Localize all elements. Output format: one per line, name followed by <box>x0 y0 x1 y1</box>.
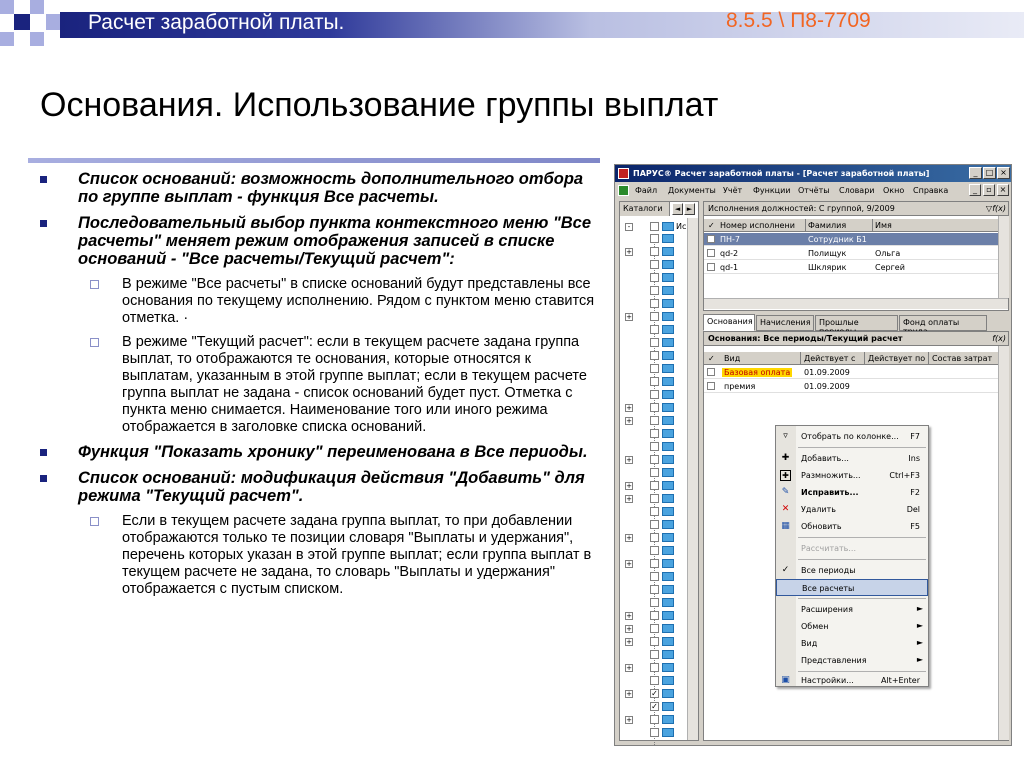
bullet-list <box>40 170 600 605</box>
expand-icon[interactable]: + <box>626 534 632 542</box>
folder-icon <box>662 546 674 555</box>
folder-icon <box>662 338 674 347</box>
tree-checkbox[interactable] <box>650 234 659 243</box>
menu-item-shortcut: F5 <box>910 522 920 531</box>
menu-item-label: Размножить... <box>801 471 861 480</box>
tree-checkbox[interactable] <box>650 260 659 269</box>
tree-checkbox[interactable] <box>650 377 659 386</box>
tree-checkbox[interactable] <box>650 325 659 334</box>
sub-bullet-item <box>40 334 600 436</box>
deco-square <box>0 0 14 14</box>
table-row[interactable] <box>704 261 998 274</box>
tree-checkbox[interactable] <box>650 663 659 672</box>
folder-icon <box>662 637 674 646</box>
header-code: 8.5.5 \ П8-7709 <box>726 9 871 32</box>
check-icon[interactable]: ✓ <box>708 354 715 363</box>
tree-checkbox[interactable] <box>650 533 659 542</box>
bullet-item <box>40 443 600 461</box>
folder-icon <box>662 416 674 425</box>
tree-checkbox[interactable] <box>650 520 659 529</box>
tree-checkbox[interactable] <box>650 338 659 347</box>
deco-square <box>0 32 14 46</box>
menu-item-label: Обмен <box>801 622 829 631</box>
tree-checkbox[interactable] <box>650 286 659 295</box>
sub-bullet-item <box>40 276 600 327</box>
menu-item-label: Удалить <box>801 505 836 514</box>
cell-lastname: Сотрудник Б1 <box>808 235 867 244</box>
menu-item-exchange[interactable] <box>776 618 928 635</box>
menu-accounting[interactable]: Учёт <box>723 186 743 195</box>
sub-bullet-text: В режиме "Текущий расчет": если в текущем расчете задана группа выплат, то отображаются те основания, которые относятся к выплатам, указанным в этой группе выплат; если в текущем расчете группа выплат не задана - список оснований будет пуст. Отметка с пункта меню снимается. Наименование того или иного режима отображается в заголовке списка оснований. <box>122 334 587 435</box>
window-title: ПАРУС® Расчет заработной платы - [Расчет заработной платы] <box>633 169 930 178</box>
fx-icon[interactable]: f(x) <box>992 334 1006 343</box>
expand-icon[interactable]: + <box>626 664 632 672</box>
submenu-arrow-icon: ► <box>916 621 923 630</box>
folder-icon <box>662 676 674 685</box>
folder-icon <box>662 247 674 256</box>
folder-icon <box>662 715 674 724</box>
bullet-item <box>40 469 600 505</box>
detail-tabs <box>703 315 1009 331</box>
bases-title: Основания: Все периоды/Текущий расчет <box>708 334 903 343</box>
tab-accruals[interactable]: Начисления <box>756 315 814 331</box>
menu-item-filter-by-column[interactable] <box>776 428 928 445</box>
executions-header <box>704 202 1008 216</box>
bullet-marker <box>40 449 47 456</box>
folder-icon <box>662 702 674 711</box>
expand-icon[interactable]: + <box>626 612 632 620</box>
expand-icon[interactable]: + <box>626 716 632 724</box>
column-divider <box>805 219 806 232</box>
menu-dictionaries[interactable]: Словари <box>839 186 875 195</box>
executions-grid-header <box>704 219 998 232</box>
column-firstname[interactable]: Имя <box>875 221 892 230</box>
cell-firstname: Ольга <box>875 249 901 258</box>
folder-icon <box>662 598 674 607</box>
expand-icon[interactable]: + <box>626 404 632 412</box>
menu-item-label: Расширения <box>801 605 853 614</box>
tab-past-periods[interactable]: Прошлые <box>815 315 898 331</box>
column-divider <box>872 219 873 232</box>
expand-icon[interactable]: + <box>626 417 632 425</box>
tree-checkbox[interactable] <box>650 715 659 724</box>
tree-checkbox[interactable] <box>650 351 659 360</box>
cell-kind: Базовая оплата <box>724 368 791 377</box>
tree-checkbox[interactable] <box>650 273 659 282</box>
tree-checkbox[interactable] <box>650 364 659 373</box>
catalog-tab[interactable]: Каталоги <box>620 202 670 216</box>
tree-checkbox[interactable] <box>650 572 659 581</box>
menu-separator <box>798 598 926 599</box>
folder-icon <box>662 351 674 360</box>
app-window <box>614 164 1012 746</box>
executions-vscrollbar[interactable] <box>998 216 1009 298</box>
folder-icon <box>662 507 674 516</box>
submenu-arrow-icon: ► <box>916 638 923 647</box>
folder-icon <box>662 299 674 308</box>
tree-checkbox[interactable] <box>650 546 659 555</box>
tree-checkbox[interactable] <box>650 403 659 412</box>
menu-item-shortcut: F2 <box>910 488 920 497</box>
menu-item-shortcut: Alt+Enter <box>880 676 920 685</box>
catalog-panel <box>619 201 699 741</box>
menu-item-shortcut: Ctrl+F3 <box>889 471 920 480</box>
cell-firstname: Сергей <box>875 263 905 272</box>
column-divider <box>928 352 929 365</box>
tree-checkbox[interactable] <box>650 299 659 308</box>
menu-item-all-calculations[interactable] <box>776 579 928 596</box>
bullet-marker <box>40 475 47 482</box>
folder-icon <box>662 689 674 698</box>
menu-item-settings[interactable] <box>776 672 928 689</box>
menu-item-label: Вид <box>801 639 818 648</box>
tree-checkbox[interactable] <box>650 507 659 516</box>
expand-icon[interactable]: + <box>626 456 632 464</box>
row-checkbox[interactable] <box>707 235 715 243</box>
tree-checkbox[interactable] <box>650 559 659 568</box>
folder-icon <box>662 377 674 386</box>
executions-title: Исполнения должностей: С группой, 9/2009 <box>708 204 895 213</box>
bases-header <box>704 332 1008 346</box>
scroll-left-button[interactable]: ◄ <box>672 203 683 215</box>
edit-icon: ✎ <box>781 487 790 497</box>
menu-separator <box>798 537 926 538</box>
close-button[interactable]: × <box>997 167 1010 179</box>
menu-item-duplicate[interactable] <box>776 467 928 484</box>
column-number[interactable]: Номер исполнени <box>720 221 795 230</box>
folder-icon <box>662 481 674 490</box>
tree-checkbox[interactable] <box>650 650 659 659</box>
row-checkbox[interactable] <box>707 368 715 376</box>
menu-item-label: Обновить <box>801 522 842 531</box>
menu-item-view[interactable] <box>776 635 928 652</box>
menu-item-shortcut: Del <box>906 505 920 514</box>
column-lastname[interactable]: Фамилия <box>808 221 847 230</box>
tree-checkbox[interactable] <box>650 455 659 464</box>
folder-icon <box>662 442 674 451</box>
bullet-item <box>40 214 600 268</box>
header-title: Расчет заработной платы. <box>88 11 345 34</box>
bases-vscrollbar[interactable] <box>998 346 1009 740</box>
tree-checkbox[interactable] <box>650 442 659 451</box>
tree-checkbox[interactable] <box>650 598 659 607</box>
sub-bullet-marker <box>90 280 99 289</box>
cell-valid-from: 01.09.2009 <box>804 382 850 391</box>
tree-checkbox[interactable] <box>650 728 659 737</box>
sub-bullet-text: В режиме "Все расчеты" в списке оснований будут представлены все основания по текущему исполнению. Рядом с пунктом меню ставится отметка. · <box>122 276 595 326</box>
folder-icon <box>662 312 674 321</box>
menu-item-all-periods[interactable] <box>776 562 928 579</box>
folder-icon <box>662 286 674 295</box>
bullet-marker <box>40 176 47 183</box>
column-divider <box>800 352 801 365</box>
menu-item-label: Представления <box>801 656 867 665</box>
folder-icon <box>662 429 674 438</box>
folder-icon <box>662 222 674 231</box>
folder-icon <box>662 468 674 477</box>
folder-icon <box>662 572 674 581</box>
bullet-text: Функция "Показать хронику" переименована в Все периоды. <box>78 443 588 461</box>
tree-checkbox[interactable] <box>650 585 659 594</box>
menu-item-label: Все периоды <box>801 566 856 575</box>
delete-icon: ✕ <box>781 504 790 514</box>
menu-documents[interactable]: Документы <box>668 186 716 195</box>
tree-checkbox[interactable]: ✓ <box>651 702 658 711</box>
cell-number: qd-2 <box>720 249 739 258</box>
menu-item-edit[interactable] <box>776 484 928 501</box>
folder-icon <box>662 325 674 334</box>
expand-icon[interactable]: + <box>626 313 632 321</box>
expand-icon[interactable]: + <box>626 690 632 698</box>
menu-separator <box>798 559 926 560</box>
menu-item-label: Настройки... <box>801 676 854 685</box>
refresh-icon: ▦ <box>781 521 790 531</box>
bullet-text: Последовательный выбор пункта контекстного меню "Все расчеты" меняет режим отображения записей в списке оснований - "Все расчеты/Текущий расчет": <box>78 214 592 268</box>
tree-checkbox[interactable] <box>650 624 659 633</box>
menu-window[interactable]: Окно <box>883 186 905 195</box>
tree-checkbox[interactable] <box>650 429 659 438</box>
menu-reports[interactable]: Отчёты <box>798 186 830 195</box>
folder-icon <box>662 611 674 620</box>
menu-item-extensions[interactable] <box>776 601 928 618</box>
bullet-text: Список оснований: возможность дополнительного отбора по группе выплат - функция Все расчеты. <box>78 170 584 206</box>
folder-icon <box>662 585 674 594</box>
menu-item-refresh[interactable] <box>776 518 928 535</box>
menu-item-label: Все расчеты <box>802 584 855 593</box>
tree-checkbox[interactable] <box>650 222 659 231</box>
folder-icon <box>662 403 674 412</box>
menu-item-shortcut: Ins <box>908 454 920 463</box>
menu-item-label: Рассчитать... <box>801 544 857 553</box>
table-row[interactable] <box>704 247 998 260</box>
table-row[interactable] <box>704 233 998 246</box>
filter-icon[interactable]: ▽ <box>985 204 992 213</box>
cell-number: ПН-7 <box>720 235 741 244</box>
tree-root-label: Ис <box>676 222 687 231</box>
column-cost-composition[interactable]: Состав затрат <box>932 354 993 363</box>
bullet-marker <box>40 220 47 227</box>
catalog-scrollbar[interactable] <box>687 218 698 740</box>
folder-icon <box>662 364 674 373</box>
tree-checkbox[interactable] <box>650 247 659 256</box>
folder-icon <box>662 624 674 633</box>
tree-checkbox[interactable] <box>650 481 659 490</box>
context-menu <box>775 425 929 687</box>
tree-checkbox[interactable] <box>650 468 659 477</box>
mdi-restore-button[interactable]: ▫ <box>983 184 995 196</box>
folder-icon <box>662 234 674 243</box>
menubar <box>615 183 1011 199</box>
tree-checkbox[interactable] <box>650 637 659 646</box>
bullet-text: Список оснований: модификация действия "Добавить" для режима "Текущий расчет". <box>78 469 585 505</box>
cell-lastname: Полищук <box>808 249 847 258</box>
expand-icon[interactable]: + <box>626 638 632 646</box>
deco-square <box>30 0 44 14</box>
tree-checkbox[interactable] <box>650 494 659 503</box>
check-icon: ✓ <box>781 565 790 575</box>
expand-icon[interactable]: + <box>626 495 632 503</box>
window-titlebar <box>615 165 1011 182</box>
folder-icon <box>662 650 674 659</box>
add-icon: ✚ <box>781 453 790 463</box>
menu-file[interactable]: Файл <box>635 186 658 195</box>
tree-checkbox[interactable] <box>650 416 659 425</box>
folder-icon <box>662 559 674 568</box>
cell-kind: премия <box>724 382 756 391</box>
fx-icon[interactable]: f(x) <box>992 204 1006 213</box>
row-checkbox[interactable] <box>707 382 715 390</box>
column-valid-to[interactable]: Действует по <box>868 354 926 363</box>
copy-icon: ✚ <box>780 470 791 481</box>
bases-grid-header <box>704 352 998 365</box>
menu-functions[interactable]: Функции <box>753 186 791 195</box>
maximize-button[interactable]: □ <box>983 167 996 179</box>
collapse-icon[interactable]: - <box>625 223 633 231</box>
folder-icon <box>662 494 674 503</box>
mdi-minimize-button[interactable]: _ <box>969 184 981 196</box>
folder-icon <box>662 663 674 672</box>
page-title: Основания. Использование группы выплат <box>40 86 719 124</box>
submenu-arrow-icon: ► <box>916 604 923 613</box>
expand-icon[interactable]: + <box>626 625 632 633</box>
scroll-right-button[interactable]: ► <box>684 203 695 215</box>
sub-bullet-text: Если в текущем расчете задана группа выплат, то при добавлении отображаются только те позиции словаря "Выплаты и удержания", перечень которых указан в этой группе выплат; если группа выплат в текущем расчете не задана, то словарь "Выплаты и удержания" отображается с пустым списком. <box>122 513 592 597</box>
sub-bullet-item <box>40 513 600 598</box>
tree-checkbox[interactable] <box>650 676 659 685</box>
column-valid-from[interactable]: Действует с <box>804 354 856 363</box>
folder-icon <box>662 390 674 399</box>
tab-payroll-fund[interactable]: Фонд оплаты <box>899 315 987 331</box>
menu-help[interactable]: Справка <box>913 186 949 195</box>
mdi-icon <box>618 185 629 196</box>
mdi-close-button[interactable]: × <box>997 184 1009 196</box>
folder-icon <box>662 728 674 737</box>
cell-valid-from: 01.09.2009 <box>804 368 850 377</box>
folder-icon <box>662 533 674 542</box>
executions-pane <box>703 201 1009 311</box>
menu-item-delete[interactable] <box>776 501 928 518</box>
table-row[interactable] <box>704 366 998 379</box>
check-icon[interactable]: ✓ <box>708 221 715 230</box>
sub-bullet-marker <box>90 338 99 347</box>
folder-icon <box>662 455 674 464</box>
deco-square <box>30 32 44 46</box>
menu-item-shortcut: F7 <box>910 432 920 441</box>
folder-icon <box>662 260 674 269</box>
title-rule <box>28 158 600 163</box>
column-kind[interactable]: Вид <box>724 354 741 363</box>
filter-icon: ▿ <box>783 431 788 441</box>
table-row[interactable] <box>704 380 998 393</box>
deco-square <box>14 14 30 30</box>
menu-separator <box>798 447 926 448</box>
executions-hscrollbar[interactable] <box>704 298 1008 309</box>
row-checkbox[interactable] <box>707 263 715 271</box>
settings-icon: ▣ <box>781 675 790 685</box>
deco-square <box>46 14 60 30</box>
folder-icon <box>662 273 674 282</box>
expand-icon[interactable]: + <box>626 560 632 568</box>
submenu-arrow-icon: ► <box>916 655 923 664</box>
bullet-item <box>40 170 600 206</box>
tree-checkbox[interactable]: ✓ <box>651 689 658 698</box>
folder-icon <box>662 520 674 529</box>
menu-item-label: Исправить... <box>801 488 859 497</box>
tree-checkbox[interactable] <box>650 390 659 399</box>
app-icon <box>618 168 629 179</box>
cell-lastname: Шклярик <box>808 263 847 272</box>
row-checkbox[interactable] <box>707 249 715 257</box>
menu-item-label: Добавить... <box>801 454 849 463</box>
sub-bullet-marker <box>90 517 99 526</box>
tab-bases[interactable]: Основания <box>703 314 755 331</box>
expand-icon[interactable]: + <box>626 248 632 256</box>
tree-checkbox[interactable] <box>650 312 659 321</box>
menu-item-label: Отобрать по колонке... <box>801 432 899 441</box>
column-divider <box>864 352 865 365</box>
menu-item-add[interactable] <box>776 450 928 467</box>
expand-icon[interactable]: + <box>626 482 632 490</box>
cell-number: qd-1 <box>720 263 739 272</box>
minimize-button[interactable]: _ <box>969 167 982 179</box>
tree-checkbox[interactable] <box>650 611 659 620</box>
menu-item-calculate[interactable] <box>776 540 928 557</box>
menu-item-views[interactable] <box>776 652 928 669</box>
